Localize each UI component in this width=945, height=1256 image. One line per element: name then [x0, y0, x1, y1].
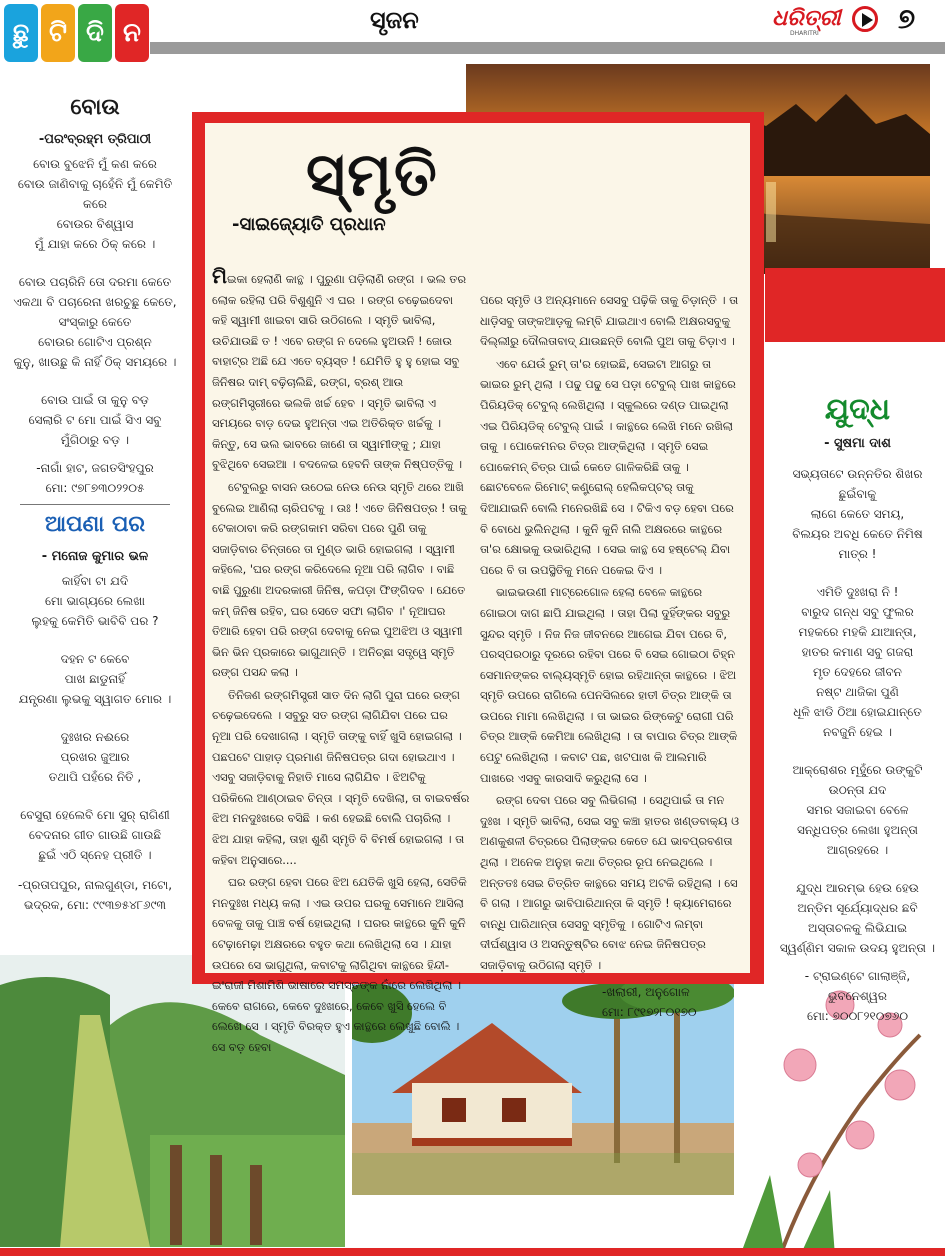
divider	[20, 504, 170, 505]
poem-place	[0, 875, 190, 915]
story-author: -ସାଇଜ୍ୟୋତି ପ୍ରଧାନ	[232, 214, 386, 235]
page-header	[0, 0, 945, 64]
poem-place	[770, 966, 945, 1026]
poem-stanza	[770, 760, 945, 860]
poem-stanza	[770, 582, 945, 742]
poem-address: -ନାଗାଁ ହାଟ, ଜଗତସିଂହପୁର	[36, 461, 154, 475]
poem-line: ସମର ସଜାଇବା ବେଳେ	[806, 803, 909, 817]
story-paragraph	[212, 266, 470, 475]
poem-line: ମୁଁ ଯାହା କରେ ଠିକ୍ କରେ ।	[34, 237, 156, 251]
poem-line: ନବଜୁନି ହେଇ ।	[822, 725, 893, 739]
poem-stanza	[0, 390, 190, 450]
poem-author: - ମନୋଜ କୁମାର ଭଳ	[41, 549, 149, 564]
story-dropcap: ମି	[212, 264, 227, 288]
poem-line: ମୃତ ଦେହରେ ଜୀବନ	[813, 665, 902, 679]
accent-block	[765, 268, 945, 342]
story-paragraph: ଭାଇଭଉଣୀ ମାଟ୍ରେଗୋଳ ହେଲା ବେଳେ କାନ୍ଥରେ ଗୋଇଠା ଦାଗ ଛାପି ଯାଇଥିଲା । ତାହା ପିଲା ଦୁହିଁଙ୍କର ସବୁରୁ ସୁନ୍ଦର ସ୍ମୃତି । ନିଜ ନିଜ ଜୀବନରେ ଆଗେଇ ଯିବା ପରେ ବି, ପରସ୍ପରଠାରୁ ଦୂରରେ ରହିବା ପରେ ବି ସେଇ ଗୋଇଠା ଚିହ୍ନ ସେମାନଙ୍କର ବାଲ୍ୟସ୍ମୃତି ହୋଇ ରହିଥାନ୍ତା କାନ୍ଥରେ । ଝିଅ ସ୍ମୃତି ଉପରେ ରାଗିଲେ ପେନସିଲରେ ହାତୀ ଚିତ୍ର ଆଙ୍କି ତା ଉପରେ ମାମା ଲେଖିଥିଲା । ତା ଭାଇର ରିଙ୍କେଟୁ ରୋଗୀ ପରି ଚିତ୍ର ଆଙ୍କି କେମିଆ ଲେଖିଥିଲା । ତା ବାପାର ଚିତ୍ର ଆଙ୍କି ପେଟୁ ଲେଖିଥିଲା । କବାଟ ପଛ, ଖଟପାଖ କି ଆଲମାରି ପାଖରେ ଏସବୁ କାରସାଦି କରୁଥିଲା ସେ ।	[480, 585, 738, 785]
poem-stanza	[770, 464, 945, 564]
header-rule	[150, 42, 945, 54]
story-signature-phone: ମୋ: ୮୯୧୭୨୮୦୧୭୦	[602, 1005, 697, 1020]
poem-line: ହାତର କମାଣ ସବୁ ଗଜରା	[801, 645, 914, 659]
poem-line: ସନ୍ଧିପତ୍ର ଲେଖା ହୁଅନ୍ତା	[797, 823, 918, 837]
poem-line: କରେ	[83, 197, 107, 211]
poem-line: ବୋଉର ଗୋଟିଏ ପ୍ରଶ୍ନ	[38, 335, 152, 349]
story-paragraph-text: ଇକା ହେଲାଣି କାନ୍ଥ । ପୁରୁଣା ପଡ଼ିଲାଣି ରଙ୍ଗ । ଭଲ ତର ଲୋକ ରହିଲା ପରି ବିଶୁଣୁନି ଏ ଘର । ରଙ୍ଗ ଚଢ଼େଇଦେବା କହି ସ୍ୱାମୀ ଖାଇବା ସାରି ଉଠିଗଲେ । ସ୍ମୃତି ଭାବିଲା, ଉଚିଯାଉଛି ତ ! ଏବେ ରଙ୍ଗ ନ ଦେଲେ ହୁଅଉନି ! ଜୋଉ ବାହାଟ୍ର ଅଛି ଯେ ଏତେ ବ୍ୟସ୍ତ ! ଯେମିତି ହୁ ହୁ ହୋଇ ସବୁ ଜିନିଷର ଦାମ୍ ବଢ଼ିଚାଲିଛି, ରଙ୍ଗ, ବ୍ରଶ୍ ଆଉ ରଙ୍ଗମିସ୍ତ୍ରୀରେ ଭଲକି ଖର୍ଚ୍ଚ ହେବ । ସ୍ମୃତି ଭାବିଲା ଏ ସମୟରେ ବାଡ଼ ଦେଇ ହୁଅନ୍ତା ଏଇ ଅତିରିକ୍ତ ଖର୍ଚ୍ଚକୁ । କିନ୍ତୁ, ସେ ଭଲ ଭାବରେ ଜାଣେ ତା ସ୍ୱାମୀଙ୍କୁ ; ଯାହା ବୁଝିଥିବେ ସେଇଆ । ବଦଳେଇ ହେବନି ତାଙ୍କ ନିଷ୍ପତ୍ତିକୁ ।	[212, 272, 467, 472]
poem-phone: ମୋ: ୭୦୦୮୨୧୦୭୬୦	[806, 1009, 909, 1023]
poem-line: ସେଲାରି ଟ ମୋ ପାଇଁ ସିଏ ସବୁ	[28, 413, 162, 427]
poem-line: ଉଠନ୍ତା ଯଦ	[828, 783, 887, 797]
right-column	[770, 392, 945, 1026]
poem-line: ମୁଁଗିଠାରୁ ବଡ଼ ।	[60, 433, 130, 447]
poem-phone: ଭଦ୍ରକ, ମୋ: ୯୯୩୭୫୪୮୬୯୩	[24, 898, 166, 912]
footer-rule	[0, 1248, 945, 1256]
poem-line: ବେଦନାର ଗୀତ ଗାଉଛି ଗାଉଛି	[28, 828, 162, 842]
story-paragraph: ଘର ରଙ୍ଗ ହେବା ପରେ ଝିଅ ଯେତିକି ଖୁସି ହେଲା, ସେତିକି ମନଦୁଃଖ ମଧ୍ୟ କଲା । ଏଇ ଉପର ଘରକୁ ସେମାନେ ଆସିଲା ବେଳକୁ ତାକୁ ପାଞ୍ଚ ବର୍ଷ ହୋଇଥିଲା । ଘରର କାନ୍ଥରେ କୁନି କୁନି ଟେଢ଼ାମେଢ଼ା ଅକ୍ଷରରେ ବହୁତ କଥା ଲେଖିଥିଲା ସେ । ଯାହା ଉପରେ ସେ ଭାଗୁଥିଲା, କବାଟକୁ ଲାଗିଥିବା କାନ୍ଥରେ ହିନ୍ଦୀ-ଇଂରାଜୀ ମିଶାମିଶି ଭାଷାରେ ସମସ୍ତଙ୍କ ନାଁରେ ଲେଖିଥିଲା । କେବେ ରାଗରେ, କେବେ ଦୁଃଖରେ, କେବେ ଖୁସି ହେଲେ ବି ଲେଖେ ସେ । ସ୍ମୃତି ବିରକ୍ତ ହୁଏ କାନ୍ଥରେ ଲେଖୁଛି ବୋଲି । ସେ ବଡ଼ ହେବା	[212, 875, 467, 1054]
poem-line: ଛୁଇଁ ଏଠି ସ୍ନେହ ପ୍ରୀତି ।	[38, 848, 152, 862]
poem-line: ବିଲୟର ଅବଧି କେତେ ନିମିଷ	[792, 527, 923, 541]
poem-line: ଏମିତି ଦୁଃଖରା ନି !	[816, 585, 899, 599]
poem-line: ନଷ୍ଟ ଥାଜିକା ପୁଣି	[816, 685, 899, 699]
poem-line: ଧୂଳି ଝାଡି ଠିଆ ହୋଇଯାନ୍ତେ	[793, 705, 922, 719]
poem-stanza	[0, 571, 190, 631]
poem-line: ମହକରେ ମହକି ଯାଆନ୍ତା,	[798, 625, 917, 639]
poem-stanza	[0, 154, 190, 254]
story-paragraph: ଏବେ ଯେଉଁ ରୁମ୍ ତା'ର ହୋଇଛି, ସେଇଟା ଆଗରୁ ତା ଭାଇର ରୁମ୍ ଥିଲା । ପଢୁ ପଢୁ ସେ ପଡ଼ା ଟେବୁଲ୍ ପାଖ କାନ୍ଥରେ ପିରିୟଡିକ୍ ଟେବୁଲ୍ ଲେଖିଥିଲା । ସ୍କୁଲରେ ଦଣ୍ଡ ପାଇଥିଲା ଏଇ ପିରିୟଡିକ୍ ଟେବୁଲ୍ ପାଇଁ । କାନ୍ଥରେ ଲେଖି ମନେ ରଖିଲା ତାକୁ । ପୋକେମନର ଚିତ୍ର ଆଙ୍କିଥିଲା । ସ୍ମୃତି ସେଇ ପୋକେମନ୍ ଚିତ୍ର ପାଇଁ କେତେ ଗାଳିକରିଛି ତାକୁ । ଛୋଟବେଳେ ରିମୋଟ୍ କଣ୍ଟ୍ରୋଲ୍ ହେଲିକପ୍ଟର୍ ତାକୁ ଦିଆଯାଇନି ବୋଲି ମନେରଖିଛି ସେ । ଟିକିଏ ବଡ଼ ହେବା ପରେ ବି ବୋଧେ ଭୁଲିନଥିଲା । କୁନି କୁନି ନାଲି ଅକ୍ଷରରେ କାନ୍ଥରେ ତା'ର କ୍ଷୋଭକୁ ଉଭାରିଥିଲା । ସେଇ କାନ୍ଥ ସେ ହଷ୍ଟେଲ୍ ଯିବା ପରେ ବି ତା ଉପସ୍ଥିତିକୁ ମନେ ପକେଇ ଦିଏ ।	[480, 356, 736, 577]
poem-line: ସ୍ୱର୍ଣ୍ଣିମ ସକାଳ ଉଦୟ ହୁଅନ୍ତା ।	[779, 941, 936, 955]
poem-line: ଲୁହକୁ କେମିତି ଭାବିବି ପର ?	[31, 614, 159, 628]
poem-title: ବୋଉ	[70, 95, 120, 120]
poem-line: ଛୁଇଁବାକୁ	[838, 487, 877, 501]
masthead-tile: ଦି	[78, 4, 112, 62]
poem-line: ବେସୁରା ହେଲେବି ମୋ ସୁର୍ ରାଗିଣୀ	[20, 808, 170, 822]
poem-line: ପାଖ ଛାଡୁନାହିଁ	[64, 672, 126, 686]
poem-line: ପ୍ରଖର ଜୁଆର	[60, 750, 130, 764]
poem-stanza	[0, 727, 190, 787]
poem-address: - ଟ୍ରାଇଣ୍ଟେ ଗାଲାଞ୍ଜି,	[804, 969, 911, 983]
story-paragraph: ରଙ୍ଗ ଦେବା ପରେ ସବୁ ଲିଭିଗଲା । ସେଥିପାଇଁ ତା ମନ ଦୁଃଖ । ସ୍ମୃତି ଭାବିଲା, ସେଇ ସବୁ କଞ୍ଚା ହାତର ଖଣ୍ଡବାକ୍ୟ ଓ ଅଣକୁଶଳୀ ଚିତ୍ରରେ ପିଲାଙ୍କର କେତେ ଯେ ଭାବପ୍ରବଣତା ଥିଲା । ଅନେକ ଅନୁହା କଥା ଚିତ୍ରର ରୂପ ନେଇଥିଲେ । ଅନ୍ତତଃ ସେଇ ଚିତ୍ରିତ କାନ୍ଥରେ ସମୟ ଅଟକି ରହିଥିଲା । ସେ ବି ଗଲା । ଆଗରୁ ଭାବିପାରିଥାନ୍ତା କି ସ୍ମୃତି ! କ୍ୟାମେରାରେ ବାନ୍ଧି ପାରିଥାନ୍ତା ସେସବୁ ସ୍ମୃତିକୁ । ଗୋଟିଏ ଲମ୍ବା ଦୀର୍ଘଶ୍ୱାସ ଓ ଅସନ୍ତୁଷ୍ଟିର ବୋଝ ନେଇ ଜିନିଷପତ୍ର ସଜାଡ଼ିବାକୁ ଉଠିଗଲା ସ୍ମୃତି ।	[480, 793, 739, 972]
story-paragraph: ଟେବୁଲରୁ ବାସନ ଉଠେଇ ନେଉ ନେଉ ସ୍ମୃତି ଥରେ ଆଖି ବୁଲେଇ ଆଣିଲା ଚାରିପଟକୁ । ଉଃ ! ଏତେ ଜିନିଷପତ୍ର ! ତାକୁ ଟେକାଠାବା କରି ରଙ୍ଗକାମ ସରିବା ପରେ ପୁଣି ତାକୁ ସଜାଡ଼ିବାର ଚିନ୍ତାରେ ତା ମୁଣ୍ଡ ଭାରି ହୋଇଗଲା । ସ୍ୱାମୀ କହିଲେ, 'ଘର ରଙ୍ଗ କରିଦେଲେ ନୂଆ ପରି ଲାଗିବ । ବାଛି ବାଛି ପୁରୁଣା ଅଦରକାରୀ ଜିନିଷ, କପଡ଼ା ଫିଙ୍ଗିଦବ । ଯେତେ କମ୍ ଜିନିଷ ରହିବ, ଘର ସେତେ ସଫା ଲାଗିବ ।' ନୂଆଘର ତିଆରି ହେବା ପରି ରଙ୍ଗ ଦେବାକୁ ନେଇ ପୁଅଝିଅ ଓ ସ୍ୱାମୀ ଭିନ ଭିନ ପ୍ରକାରେ ଭାଗୁଥାନ୍ତି । ଅନିଚ୍ଛା ସତ୍ତ୍ୱେ ସ୍ମୃତି ରଙ୍ଗ ପସନ୍ଦ କଲା ।	[212, 479, 467, 680]
story-paragraph: ତିନିଜଣ ରଙ୍ଗମିସ୍ତ୍ରୀ ସାତ ଦିନ ଲାଗି ପୁରା ଘରେ ରଙ୍ଗ ଚଢ଼େଇଦେଲେ । ସବୁରୁ ସତ ରଙ୍ଗ ଲାଗିଯିବା ପରେ ଘର ନୂଆ ପରି ଦେଖାଗଲା । ସ୍ମୃତି ତାଙ୍କୁ ବାହିଁ ଖୁସି ହୋଇଗଲା । ପଛପଟେ ପାହାଡ଼ ପ୍ରମାଣ ଜିନିଷପତ୍ର ଗଦା ହୋଇଥାଏ । ଏସବୁ ସଜାଡ଼ିବାକୁ ନିହାତି ମାସେ ଲାଗିଯିବ । ଝିଅଟିକୁ ପରିକିଲେ ଆଣ୍ଠାଇବ ଚିନ୍ତା । ସ୍ମୃତି ଦେଖିଲା, ତା ବାଇବର୍ଷର ଝିଅ ମନଦୁଃଖରେ ବସିଛି । କଣ ହେଇଛି ବୋଲି ପଚାରିଲା । ଝିଅ ଯାହା କହିଲା, ତାହା ଶୁଣି ସ୍ମୃତି ବି ବିମର୍ଷ ହୋଇଗଲା । ତା କହିବା ଅନୁସାରେ....	[212, 687, 470, 867]
poem-author: - ସୁଷମା ଦାଶ	[824, 436, 891, 451]
poem-title: ଆପଣା ପର	[44, 512, 146, 537]
poem-line: ବୋଉ ପଚାରିନି ତୋ ଦରମା କେତେ	[18, 275, 172, 289]
poem-line: ଯନ୍ତ୍ରଣା ଲୁଭକୁ ସ୍ୱାଗତ ମୋର ।	[18, 692, 172, 706]
poem-stanza	[0, 272, 190, 372]
story-signature-address: -ଖଲାରୀ, ଅନୁଗୋଳ	[602, 984, 690, 999]
poem-line: ତଥାପି ପହଁରେ ନିତି ,	[48, 770, 142, 784]
poem-line: ଅନ୍ତିମ ସୂର୍ଯ୍ୟୋଦ୍ଧର ଛବି	[797, 901, 918, 915]
story-title: ସ୍ମୃତି	[306, 140, 439, 210]
poem-line: କୁନୁ, ଖାଉଛୁ କି ନାହିଁ ଠିକ୍ ସମୟରେ ।	[13, 355, 177, 369]
story-column-2	[480, 290, 742, 1023]
poem-line: ଲାଗେ କେତେ ସମୟ,	[810, 507, 905, 521]
poem-line: ବୋଉ ଜାଣିବାକୁ ଚାହେଁନି ମୁଁ କେମିତି	[17, 177, 173, 191]
page-number: ୭	[898, 2, 916, 35]
poem-line: ଆଗ୍ରହରେ ।	[826, 843, 889, 857]
poem-line: ବୋଉ ବୁଝେନି ମୁଁ କଣ କରେ	[33, 157, 157, 171]
poem-line: ସଭ୍ୟତାଟେ ଉନ୍ନତିର ଶିଖର	[792, 467, 923, 481]
masthead-tile: ନ	[115, 4, 149, 62]
poem-line: ଏକଥା ବି ପଚାରେନା ଖରଚୁଛୁ କେତେ,	[13, 295, 177, 309]
poem-place	[0, 458, 190, 498]
poem-stanza	[0, 805, 190, 865]
left-column	[0, 92, 190, 915]
masthead-tile: ଟି	[41, 4, 75, 62]
poem-address: ଭୁବନେଶ୍ୱର	[828, 989, 887, 1003]
poem-line: କାହିଁବା ଟା ଯଦି	[61, 574, 129, 588]
poem-line: ଦୁଃଖର ନଈରେ	[60, 730, 130, 744]
brand-logo: ଧରିତ୍ରୀ	[772, 6, 841, 31]
poem-author: -ପରଂବ୍ରହ୍ମ ତ୍ରିପାଠୀ	[38, 132, 152, 147]
section-title: ସୃଜନ	[370, 6, 419, 34]
poem-line: ମୋ ଭାଗ୍ୟରେ ଲେଖା	[45, 594, 145, 608]
masthead-tiles	[4, 4, 149, 62]
poem-line: ବାରୁଦ ଗନ୍ଧ ସବୁ ଫୁଲର	[801, 605, 914, 619]
play-icon[interactable]	[852, 6, 878, 32]
poem-line: ବୋଉର ବିଶ୍ୱାସ	[56, 217, 134, 231]
poem-stanza	[770, 878, 945, 958]
poem-line: ଅସ୍ତାଚଳକୁ ଲିଭିଯାଇ	[807, 921, 907, 935]
masthead-tile: ଛୁ	[4, 4, 38, 62]
poem-line: ସଂସ୍କାରୁ କେତେ	[58, 315, 132, 329]
poem-address: -ପ୍ରତାପପୁର, ନାଲଗୁଣ୍ଡା, ମଟୋ,	[17, 878, 173, 892]
poem-title: ଯୁଦ୍ଧ	[824, 392, 891, 427]
poem-stanza	[0, 649, 190, 709]
poem-line: ମାତ୍ର !	[838, 547, 877, 561]
poem-line: ବୋଉ ପାଇଁ ତା କୁନୁ ବଡ଼	[41, 393, 149, 407]
poem-line: ଯୁଦ୍ଧ ଆରମ୍ଭ ହେଉ ହେଉ	[796, 881, 919, 895]
poem-phone: ମୋ: ୯୭୮୭୩୦୨୨୦୫	[45, 481, 145, 495]
story-paragraph: ପରେ ସ୍ମୃତି ଓ ଅନ୍ୟମାନେ ସେସବୁ ପଢ଼ିକି ତାକୁ ଚିଡ଼ାନ୍ତି । ତା ଧାଡ଼ିସବୁ ତାଙ୍କଆଡ଼କୁ ଲମ୍ବି ଯାଇଥାଏ ବୋଲି ଅକ୍ଷରସବୁକୁ ଦିଲ୍ଲୀରୁ ଦୌଲତାବାଦ୍ ଯାଉଛନ୍ତି ବୋଲି ପୁଅ ତାକୁ ଚିଡ଼ାଏ ।	[480, 293, 739, 349]
poem-line: ଦହନ ଟ କେବେ	[60, 652, 130, 666]
poem-line: ଆକ୍ରୋଶର ମୂହୁଁରେ ଉଙ୍କୁଟି	[792, 763, 923, 777]
brand-subtitle: DHARITRI	[790, 30, 819, 37]
story-column-1	[212, 266, 470, 1060]
